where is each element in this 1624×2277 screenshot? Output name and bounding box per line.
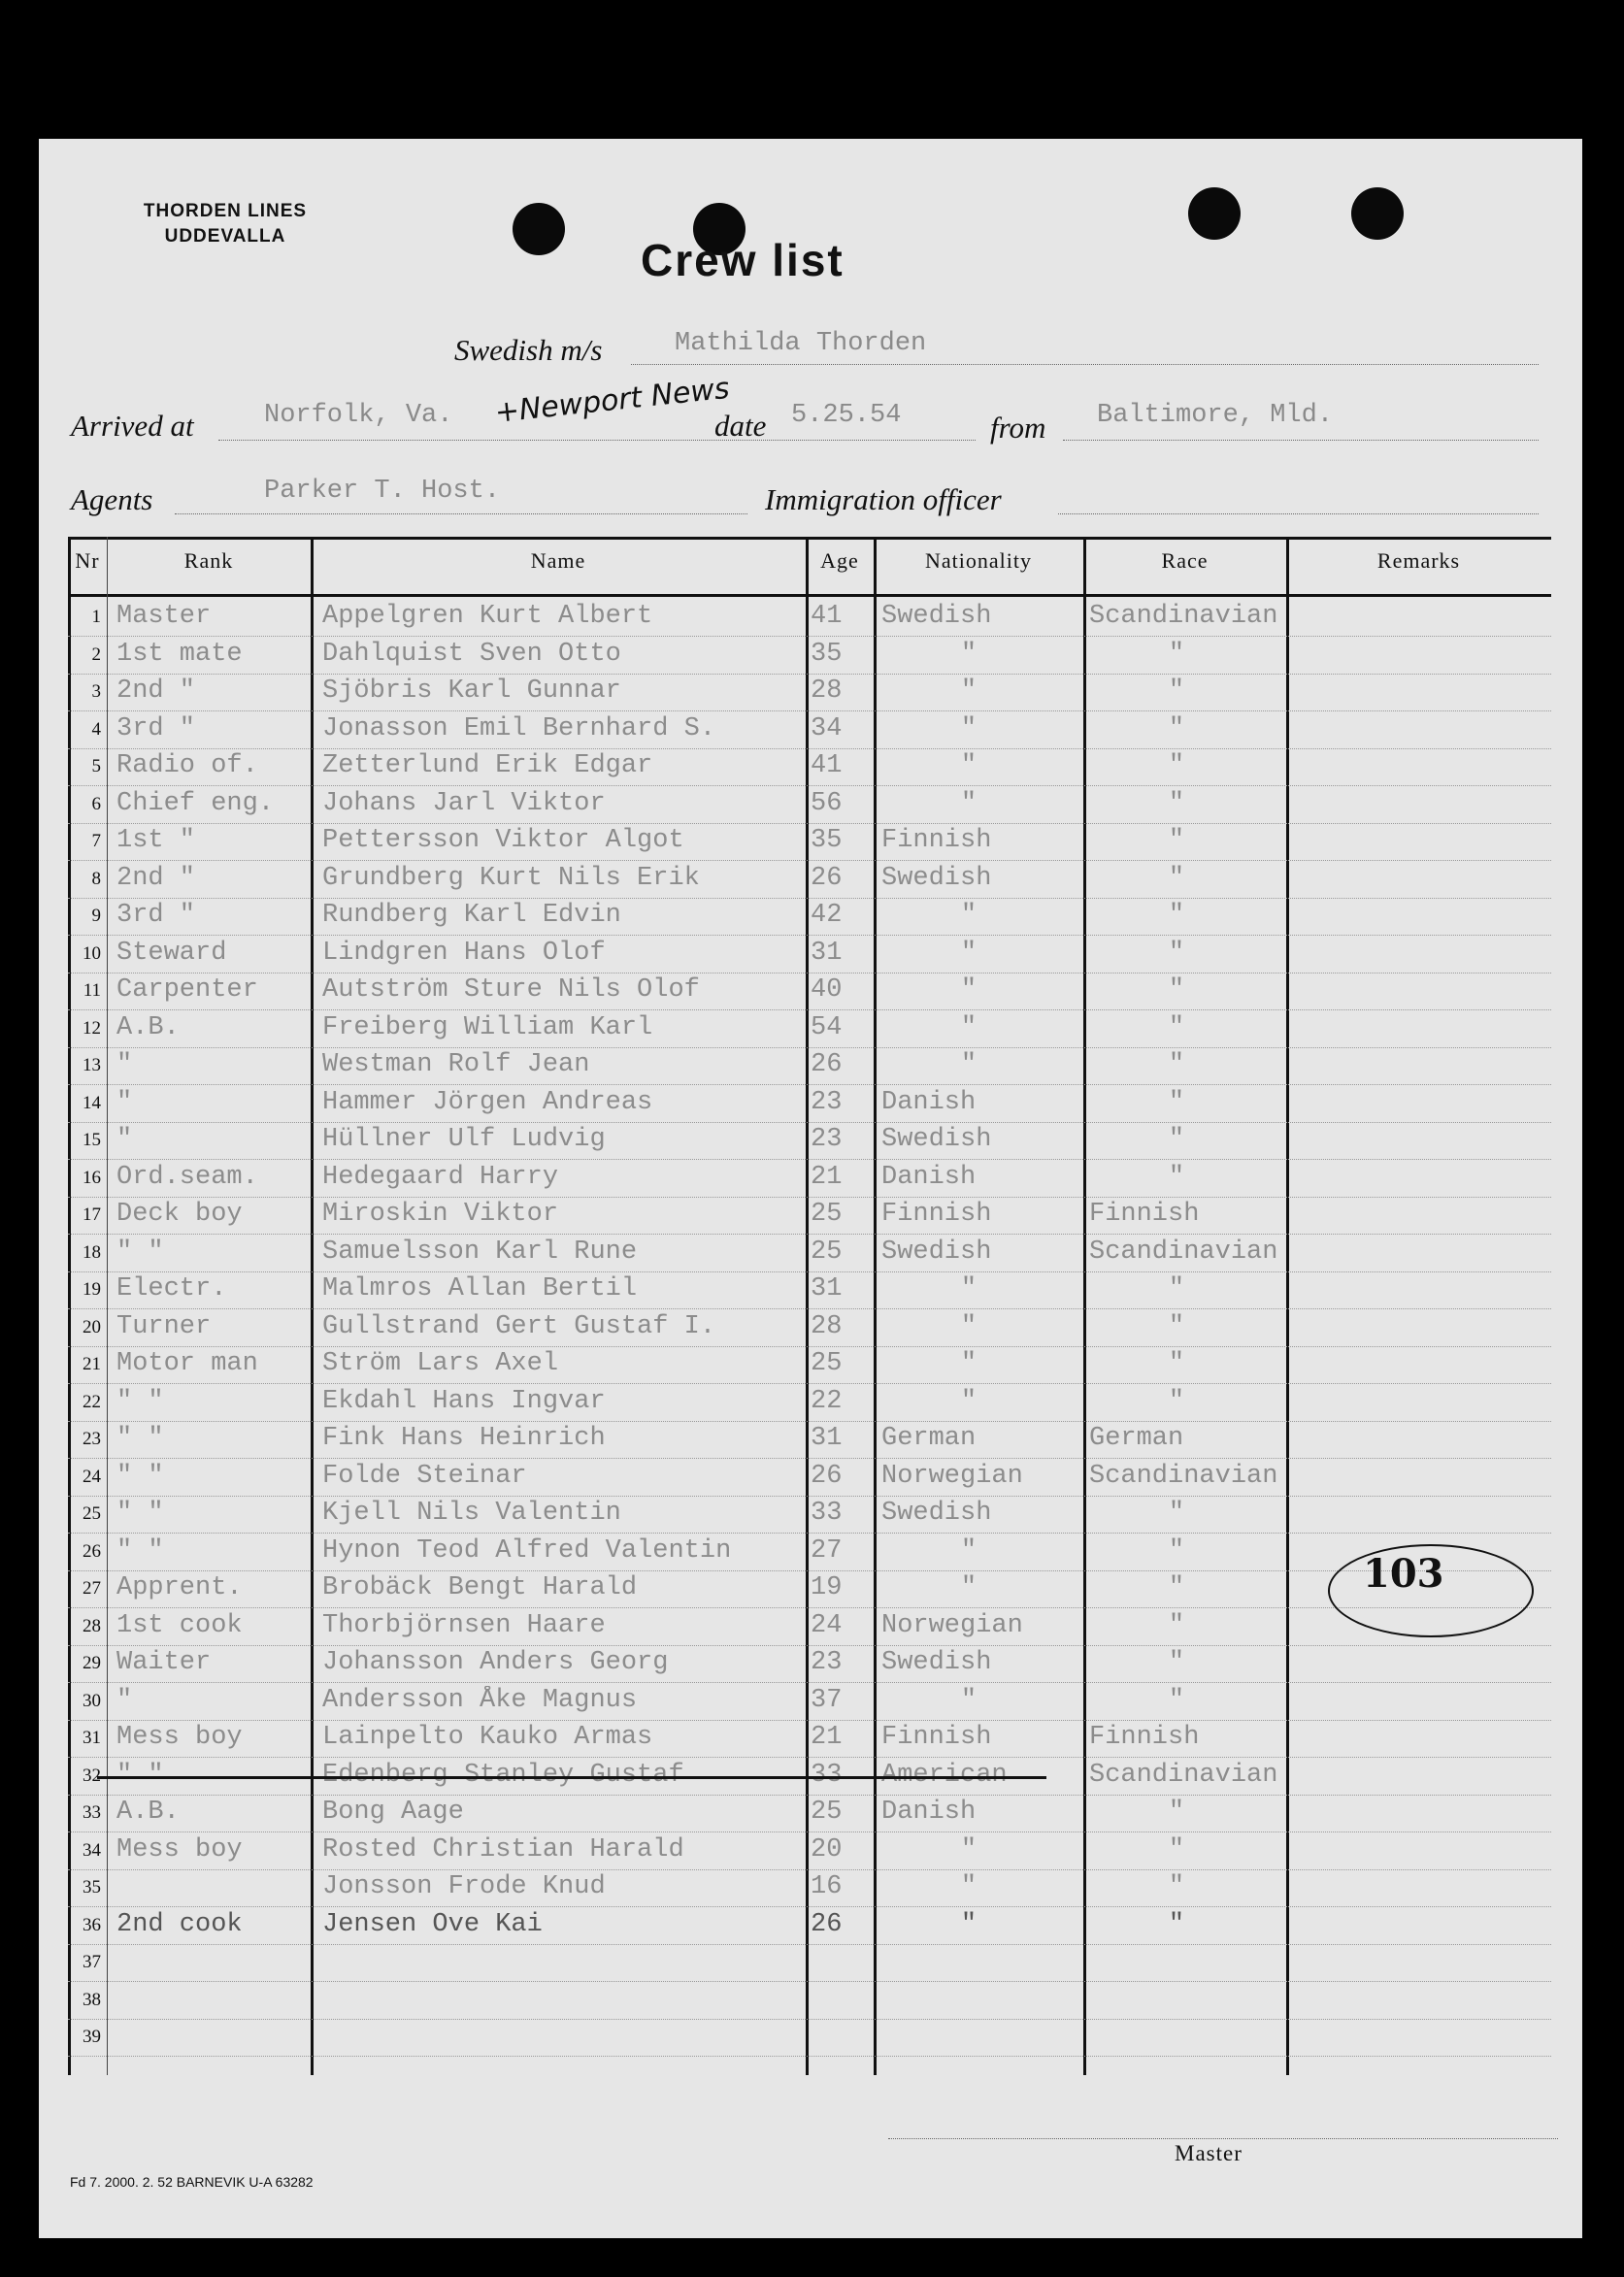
row-age: 28 [811,676,843,706]
table-row [68,898,1551,936]
table-top-rule [68,537,1551,540]
row-number: 13 [83,1055,101,1075]
row-age: 33 [811,1499,843,1528]
row-age: 35 [811,826,843,855]
row-number: 3 [91,681,101,702]
row-rank: 2nd " [116,676,196,706]
header-rank: Rank [183,548,234,573]
row-name: Ekdahl Hans Ingvar [322,1386,606,1416]
row-number: 19 [83,1279,101,1300]
row-number: 35 [83,1877,101,1898]
row-age: 19 [811,1573,843,1602]
row-age: 28 [811,1311,843,1341]
row-nationality: Finnish [881,1723,992,1752]
row-rank: " " [116,1237,164,1267]
row-name: Hynon Teod Alfred Valentin [322,1535,732,1566]
row-race: German [1089,1424,1184,1453]
row-name: Johansson Anders Georg [322,1648,669,1677]
table-row [68,1758,1551,1796]
row-race: " [1168,1798,1185,1827]
row-age: 34 [811,713,843,743]
row-name: Dahlquist Sven Otto [322,639,621,669]
row-age: 27 [811,1535,843,1566]
header-nationality: Nationality [925,548,1032,573]
row-nationality: Finnish [881,1200,992,1229]
row-number: 25 [83,1503,101,1524]
row-age: 23 [811,1648,843,1677]
row-number: 27 [83,1578,101,1599]
table-row [68,1608,1551,1646]
row-number: 1 [91,607,101,627]
row-age: 25 [811,1798,843,1827]
row-age: 23 [811,1087,843,1117]
row-age: 54 [811,1012,843,1042]
row-race: " [1168,1349,1185,1378]
row-name: Freiberg William Karl [322,1012,653,1042]
row-name: Hüllner Ulf Ludvig [322,1125,606,1154]
crew-list-form [39,139,1582,2238]
row-rank: " [116,1125,133,1154]
row-age: 23 [811,1125,843,1154]
row-nationality: " [960,1535,978,1566]
vessel-line [631,364,1539,365]
row-number: 28 [83,1615,101,1636]
row-number: 32 [83,1765,101,1786]
row-rank: Ord.seam. [116,1162,258,1192]
row-nationality: Danish [881,1798,977,1827]
row-nationality: Danish [881,1087,977,1117]
row-age: 26 [811,1909,843,1939]
row-race: Scandinavian [1089,1461,1278,1491]
row-name: Zetterlund Erik Edgar [322,751,653,780]
table-row [68,1271,1551,1309]
row-age: 40 [811,975,843,1005]
page-title: Crew list [641,235,845,285]
row-name: Rosted Christian Harald [322,1834,684,1864]
row-rank: Radio of. [116,751,258,780]
row-number: 11 [83,980,101,1001]
row-nationality: Swedish [881,1648,992,1677]
row-number: 16 [83,1167,101,1188]
table-row [68,674,1551,711]
row-rank: Carpenter [116,975,258,1005]
row-age: 56 [811,788,843,818]
row-age: 22 [811,1386,843,1416]
row-number: 24 [83,1466,101,1487]
row-race: " [1168,1648,1185,1677]
row-rank: 1st cook [116,1610,243,1640]
row-age: 25 [811,1237,843,1267]
row-number: 18 [83,1241,101,1263]
row-nationality: " [960,713,978,743]
row-nationality: " [960,1012,978,1042]
row-race: " [1168,975,1185,1005]
row-age: 26 [811,1050,843,1079]
row-nationality: " [960,1573,978,1602]
row-nationality: Swedish [881,1499,992,1528]
row-age: 25 [811,1200,843,1229]
row-name: Malmros Allan Bertil [322,1274,638,1304]
row-race: " [1168,1012,1185,1042]
header-race: Race [1161,548,1209,573]
row-race: " [1168,1610,1185,1640]
row-race: " [1168,1535,1185,1566]
row-nationality: Norwegian [881,1461,1023,1491]
row-nationality: " [960,1050,978,1079]
vessel-name: Mathilda Thorden [675,329,927,358]
table-row [68,1534,1551,1571]
row-rank: " " [116,1424,164,1453]
row-number: 36 [83,1914,101,1935]
row-race: " [1168,1872,1185,1901]
table-row [68,1235,1551,1272]
table-row [68,1309,1551,1347]
row-rank: " [116,1685,133,1715]
row-name: Gullstrand Gert Gustaf I. [322,1311,716,1341]
row-nationality: " [960,975,978,1005]
row-race: " [1168,751,1185,780]
row-age: 42 [811,901,843,930]
row-nationality: " [960,1834,978,1864]
row-name: Sjöbris Karl Gunnar [322,676,621,706]
row-race: " [1168,639,1185,669]
table-row [68,637,1551,675]
row-name: Jonasson Emil Bernhard S. [322,713,716,743]
table-row [68,1720,1551,1758]
row-rank: " " [116,1535,164,1566]
row-number: 26 [83,1540,101,1562]
table-row [68,1346,1551,1384]
row-race: " [1168,713,1185,743]
row-race: Scandinavian [1089,1760,1278,1790]
table-row [68,1982,1551,2020]
table-row [68,1459,1551,1497]
row-rank: 1st " [116,826,196,855]
row-number: 38 [83,1989,101,2010]
row-race: " [1168,1050,1185,1079]
row-nationality: " [960,751,978,780]
row-age: 37 [811,1685,843,1715]
row-name: Brobäck Bengt Harald [322,1573,638,1602]
vessel-label: Swedish m/s [454,333,603,367]
remarks-stamp: 103 [1363,1551,1444,1597]
arrival-handwritten: +Newport News [493,371,732,430]
row-age: 41 [811,602,843,631]
row-rank: 2nd cook [116,1909,243,1939]
table-row [68,1907,1551,1945]
row-name: Hedegaard Harry [322,1162,559,1192]
table-row [68,1122,1551,1160]
row-age: 16 [811,1872,843,1901]
form-footer: Fd 7. 2000. 2. 52 BARNEVIK U-A 63282 [70,2174,314,2190]
table-row [68,1384,1551,1422]
row-race: " [1168,676,1185,706]
row-age: 25 [811,1349,843,1378]
date-label: date [714,409,767,443]
row-race: " [1168,1311,1185,1341]
row-rank: Turner [116,1311,212,1341]
row-number: 21 [83,1354,101,1374]
row-race: " [1168,788,1185,818]
row-rank: Electr. [116,1274,227,1304]
table-row [68,1197,1551,1235]
row-age: 21 [811,1162,843,1192]
row-nationality: " [960,901,978,930]
row-number: 20 [83,1316,101,1337]
table-row [68,1047,1551,1085]
row-number: 7 [91,831,101,851]
row-age: 20 [811,1834,843,1864]
punch-hole [1351,187,1404,240]
row-nationality: " [960,676,978,706]
row-age: 24 [811,1610,843,1640]
arrival-line [218,440,976,441]
row-race: " [1168,1087,1185,1117]
row-race: " [1168,1386,1185,1416]
row-rank: " " [116,1760,164,1790]
row-nationality: Swedish [881,602,992,631]
row-rank: A.B. [116,1012,180,1042]
table-row [68,1645,1551,1683]
row-number: 2 [91,644,101,665]
table-row [68,786,1551,824]
row-race: " [1168,826,1185,855]
row-name: Thorbjörnsen Haare [322,1610,606,1640]
row-age: 21 [811,1723,843,1752]
row-number: 4 [91,718,101,740]
row-number: 15 [83,1130,101,1150]
row-nationality: " [960,788,978,818]
row-race: " [1168,1685,1185,1715]
row-nationality: " [960,1274,978,1304]
table-row [68,823,1551,861]
row-number: 8 [91,868,101,889]
row-nationality: Swedish [881,1237,992,1267]
row-rank: 3rd " [116,713,196,743]
header-remarks: Remarks [1376,548,1461,573]
row-rank: 2nd " [116,863,196,893]
header-name: Name [530,548,586,573]
row-rank: " " [116,1499,164,1528]
table-row [68,1160,1551,1198]
arrival-place: Norfolk, Va. [264,401,453,430]
row-rank: Steward [116,938,227,968]
table-row [68,973,1551,1010]
row-age: 31 [811,1424,843,1453]
table-row [68,861,1551,899]
row-age: 31 [811,938,843,968]
row-rank: Mess boy [116,1723,243,1752]
row-number: 12 [83,1017,101,1039]
row-race: Scandinavian [1089,1237,1278,1267]
row-rank: Chief eng. [116,788,275,818]
row-nationality: " [960,1386,978,1416]
row-name: Autström Sture Nils Olof [322,975,700,1005]
row-nationality: " [960,1909,978,1939]
row-race: " [1168,1909,1185,1939]
table-row [68,1869,1551,1907]
row-rank: 3rd " [116,901,196,930]
row-name: Andersson Åke Magnus [322,1685,638,1715]
company-city: UDDEVALLA [164,226,286,247]
row-name: Edenberg Stanley Gustaf [322,1760,684,1790]
row-name: Appelgren Kurt Albert [322,602,653,631]
row-rank: Waiter [116,1648,212,1677]
row-name: Rundberg Karl Edvin [322,901,621,930]
row-rank: Mess boy [116,1834,243,1864]
row-nationality: Norwegian [881,1610,1023,1640]
agents-label: Agents [71,482,153,516]
row-name: Ström Lars Axel [322,1349,559,1378]
row-race: " [1168,1162,1185,1192]
row-number: 17 [83,1204,101,1225]
row-nationality: " [960,1685,978,1715]
row-name: Hammer Jörgen Andreas [322,1087,653,1117]
row-age: 35 [811,639,843,669]
row-age: 33 [811,1760,843,1790]
header-age: Age [820,548,859,573]
signature-label: Master [1175,2141,1243,2165]
row-nationality: Swedish [881,863,992,893]
punch-hole [513,203,565,255]
row-rank: " " [116,1461,164,1491]
row-nationality: " [960,938,978,968]
row-race: " [1168,901,1185,930]
row-race: " [1168,1274,1185,1304]
row-nationality: " [960,1872,978,1901]
row-number: 30 [83,1690,101,1711]
row-name: Lindgren Hans Olof [322,938,606,968]
row-race: " [1168,1125,1185,1154]
row-name: Bong Aage [322,1798,464,1827]
row-nationality: " [960,639,978,669]
row-number: 34 [83,1839,101,1861]
table-row [68,1683,1551,1721]
from-label: from [990,411,1046,445]
table-row [68,936,1551,974]
row-race: " [1168,863,1185,893]
row-number: 31 [83,1728,101,1748]
row-rank: " " [116,1386,164,1416]
table-row [68,1421,1551,1459]
table-row [68,1944,1551,1982]
row-rank: Master [116,602,212,631]
row-rank: Motor man [116,1349,258,1378]
row-nationality: Danish [881,1162,977,1192]
row-nationality: Swedish [881,1125,992,1154]
officer-line [1058,513,1539,514]
row-number: 29 [83,1653,101,1673]
row-name: Johans Jarl Viktor [322,788,606,818]
row-number: 14 [83,1092,101,1113]
table-row [68,711,1551,749]
row-number: 39 [83,2027,101,2047]
row-nationality: American [881,1760,1008,1790]
table-row [68,1832,1551,1870]
row-number: 9 [91,906,101,926]
row-rank: " [116,1087,133,1117]
company-name: THORDEN LINES [143,201,308,221]
row-name: Jensen Ove Kai [322,1909,543,1939]
row-number: 6 [91,793,101,814]
row-rank: Deck boy [116,1200,243,1229]
row-race: " [1168,1499,1185,1528]
row-nationality: Finnish [881,826,992,855]
row-name: Westman Rolf Jean [322,1050,590,1079]
row-rank: Apprent. [116,1573,243,1602]
row-race: " [1168,1573,1185,1602]
row-number: 10 [83,942,101,964]
arrival-date: 5.25.54 [791,401,902,430]
row-race: Finnish [1089,1200,1200,1229]
row-nationality: " [960,1311,978,1341]
row-name: Samuelsson Karl Rune [322,1237,638,1267]
row-number: 5 [91,756,101,776]
company-header [109,199,342,249]
immigration-officer-label: Immigration officer [765,482,1002,516]
row-age: 26 [811,863,843,893]
agents-line [175,513,747,514]
row-number: 23 [83,1429,101,1449]
row-number: 22 [83,1391,101,1412]
crew-table [68,537,1551,2075]
row-number: 37 [83,1952,101,1972]
row-name: Folde Steinar [322,1461,527,1491]
row-age: 41 [811,751,843,780]
row-strikethrough [97,1776,1046,1779]
agents-value: Parker T. Host. [264,477,501,506]
table-row [68,1085,1551,1123]
row-race: Scandinavian [1089,602,1278,631]
row-name: Lainpelto Kauko Armas [322,1723,653,1752]
arrived-label: Arrived at [71,409,194,443]
row-name: Miroskin Viktor [322,1200,559,1229]
table-row [68,1010,1551,1048]
row-age: 31 [811,1274,843,1304]
row-rank: " [116,1050,133,1079]
signature-line [888,2138,1558,2139]
row-name: Pettersson Viktor Algot [322,826,684,855]
row-name: Jonsson Frode Knud [322,1872,606,1901]
from-line [1063,440,1539,441]
row-race: Finnish [1089,1723,1200,1752]
row-rank: A.B. [116,1798,180,1827]
row-rank: 1st mate [116,639,243,669]
table-row [68,2019,1551,2057]
row-nationality: " [960,1349,978,1378]
table-row [68,1795,1551,1832]
row-name: Kjell Nils Valentin [322,1499,621,1528]
row-race: " [1168,1834,1185,1864]
table-row [68,599,1551,637]
header-nr: Nr [75,548,100,573]
row-age: 26 [811,1461,843,1491]
row-number: 33 [83,1802,101,1823]
row-nationality: German [881,1424,977,1453]
row-race: " [1168,938,1185,968]
row-name: Grundberg Kurt Nils Erik [322,863,700,893]
arrival-from: Baltimore, Mld. [1097,401,1334,430]
table-header-rule [68,594,1551,597]
table-row [68,748,1551,786]
table-row [68,1496,1551,1534]
row-name: Fink Hans Heinrich [322,1424,606,1453]
punch-hole [1188,187,1241,240]
